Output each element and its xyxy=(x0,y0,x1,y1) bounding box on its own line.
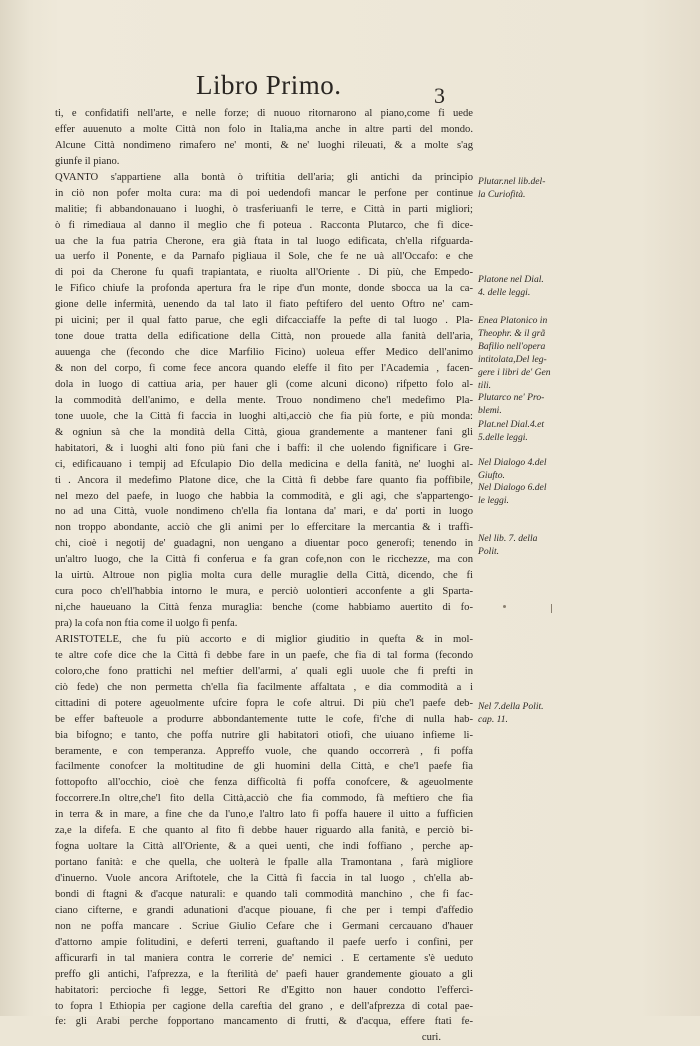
text-line: d'attorno ampie folitudini, e deferti terreni, guaftando il paefe uerfo i confini, per xyxy=(55,936,473,948)
text-line: facilmente conofcer la moltitudine de gli huomini della Città, e che'l paefe fia xyxy=(55,761,473,773)
marginal-note-line: intitolata,Del leg- xyxy=(478,354,547,365)
marginal-note xyxy=(478,175,588,201)
text-line: malitie; fi abbandonauano i luoghi, ò trasferiuanfi le terre, e Città in parti migliori; xyxy=(55,203,473,215)
text-line: ti, e confidatifi nell'arte, e nelle forze; di nuouo ritornarono al piano,come fi uede xyxy=(55,108,473,119)
page-number: 3 xyxy=(434,83,445,108)
paper-blemish xyxy=(503,605,506,608)
marginal-note-line: Theophr. & il grã xyxy=(478,328,546,339)
marginal-note-line: cap. 11. xyxy=(478,714,508,725)
text-line: habitatori, & i luoghi alti fono più fani che i baffi: il che uolendo fignificare i Gre- xyxy=(55,442,473,454)
text-line: ni,che haueuano la Città fenza muraglia: benche (come habbiamo auertito di fo- xyxy=(55,602,473,614)
marginal-note xyxy=(478,391,588,417)
text-line: Alcune Città nondimeno rimafero ne' monti, & ne' luoghi rileuati, & a molte s'ag xyxy=(55,139,473,151)
text-line: curi. xyxy=(421,1032,441,1044)
marginal-note-line: Polit. xyxy=(478,546,500,557)
text-line: ò fi rimediaua al danno il meglio che fi poteua . Racconta Plutarco, che fi dice- xyxy=(55,219,473,231)
text-line: no ad una Città, vuole nondimeno ch'ella fia lontana da' mari, e da' porti in luogo xyxy=(55,506,473,518)
marginal-note xyxy=(478,456,588,482)
marginal-note-line: Plutarco ne' Pro- xyxy=(478,392,545,403)
text-line: portano fanità: e che quella, che uolterà le fpalle alla Tramontana , farà migliore xyxy=(55,857,473,869)
text-line: chi, cioè i negotij de' guadagni, non uengano a diuentar poco generofi; tenendo in xyxy=(55,538,473,550)
text-line: coloro,che fono prattichi nel meftier dell'armi, a' quali egli uuole che fi prefti in xyxy=(55,665,473,677)
text-line: fe: gli Arabi perche fopportano mancamento di frutti, & d'acqua, effere ftati fe- xyxy=(55,1016,473,1028)
text-line: preffo gli antichi, l'afprezza, e la fterilità de' paefi hauer grandemente giouato a gli xyxy=(55,968,473,980)
text-line: un'altro luogo, che la Città fi conferua e fa gran cofe,non con le ricchezze, ma con xyxy=(55,554,473,566)
text-line: giunfe il piano. xyxy=(55,155,120,167)
marginal-note-line: Giufto. xyxy=(478,470,505,481)
text-line: non ne poffa mancare . Scriue Giulio Cefare che i Germani cercauano d'hauer xyxy=(55,920,473,932)
text-line: be effer bafteuole a produrre abbondantemente tutte le cofe, fi'che di nulla hab- xyxy=(55,713,473,725)
text-line: ciano cifterne, e grandi adunationi d'acque piouane, fi che per i tempi d'affedio xyxy=(55,904,473,916)
text-line: to fopra l Ethiopia per cagione della careftia del grano , e dell'afprezza di cotal pae- xyxy=(55,1000,473,1012)
marginal-note-line: Plat.nel Dial.4.et xyxy=(478,419,545,430)
text-line: foccorrere.In oltre,che'l fito della Città,acciò che fia commodo, fà meftiero che fia xyxy=(55,793,473,805)
marginal-note-line: Nel Dialogo 4.del xyxy=(478,457,547,468)
marginal-note-line: Nel Dialogo 6.del xyxy=(478,482,547,493)
marginal-note xyxy=(478,418,588,444)
marginal-note-line: 4. delle leggi. xyxy=(478,287,531,298)
text-line: auuenga che (fecondo che dice Marfilio Ficino) uoleua effer Medico dell'animo xyxy=(55,347,473,359)
marginal-note-line: Plutar.nel lib.del- xyxy=(478,176,546,187)
text-line: afficurarfi in tal maniera contra le correrie de' nemici . E certamente s'è ueduto xyxy=(55,952,473,964)
text-line: cittadini di potere ageuolmente ufcire fopra le cofe altrui. Di più che'l paefe deb- xyxy=(55,697,473,709)
text-line: ua che la fua patria Cherone, era già ftata in tal luogo edificata, ch'ella rifguarda- xyxy=(55,235,473,247)
marginal-note-line: la Curiofità. xyxy=(478,189,526,200)
text-line: ARISTOTELE, che fu più accorto e di miglior giuditio in quefta & in mol- xyxy=(55,633,473,645)
text-line: nel mezo del paefe, in luogo che habbia la commodità, e gli agi, che s'appartengo- xyxy=(55,490,473,502)
text-line: beramente, e con temperanza. Appreffo vuole, che quando occorrerà , fi poffa xyxy=(55,745,473,757)
text-line: non troppo abondante, acciò che gli animi per lo effercitare la mercantia & i traffi- xyxy=(55,522,473,534)
marginal-note xyxy=(478,481,588,507)
text-line: d'inuerno. Vuole ancora Ariftotele, che la Città fi faccia in tal luogo , ch'ella ab- xyxy=(55,873,473,884)
marginal-note xyxy=(478,314,588,392)
marginal-note-line: le leggi. xyxy=(478,495,509,506)
marginal-note-line: Enea Platonico in xyxy=(478,315,548,326)
text-line: fogna uoltare la Città all'Oriente, & a quei uenti, che indi foffiano , perche ap- xyxy=(55,841,473,853)
text-line: & non del corpo, fi come fece ancora quando eleffe il fito per l'Academia , facen- xyxy=(55,363,473,374)
text-line: bondi di ftagni & d'acque naturali: e quando tali commodità manchino , che fi fac- xyxy=(55,888,473,900)
marginal-note-line: gere i libri de' Gen xyxy=(478,367,551,378)
marginal-note-line: Nel 7.della Polit. xyxy=(478,701,544,712)
marginal-note-line: Platone nel Dial. xyxy=(478,274,544,285)
text-line: le Fifico chiufe la profonda apertura fra le ripe d'un monte, donde sbocca ua la ca- xyxy=(55,283,473,295)
marginal-note xyxy=(478,532,588,558)
marginal-note-line: tili. xyxy=(478,380,492,391)
text-line: te altre cofe dice che la Città fi debbe fare in un paefe, che fia di tal forma (fecondo xyxy=(55,649,473,661)
marginal-note-line: 5.delle leggi. xyxy=(478,432,528,443)
text-line: ua uerfo il Ponente, e da Parnafo pigliaua il Sole, che fe ne uà all'Occafo: e che xyxy=(55,251,473,263)
text-line: tone doue tratta della edificatione della Città, non prouede alla fanità dell'aria, xyxy=(55,331,473,343)
text-line: tone uuole, che la Città fi faccia in luoghi alti,acciò che fia più forte, e più monda: xyxy=(55,410,473,422)
text-line: cura poco ch'ell'habbia intorno le mura, e perciò uolontieri acconfente a gli Sparta- xyxy=(55,586,473,598)
text-line: in ciò non pofer molta cura: ma di poi uedendofi mancar le perfone per continue xyxy=(55,187,473,199)
marginal-note-line: Bafilio nell'opera xyxy=(478,341,546,352)
text-line: gione delle infermità, uenendo da tal lato il fiato peftifero del uento Oftro ne' cam- xyxy=(55,299,473,311)
text-line: la commodità dell'animo, e della mente. Trouo nondimeno che'l medefimo Pla- xyxy=(55,394,473,406)
running-header: Libro Primo. xyxy=(196,70,342,100)
text-line: ciò fede) che non permetta ch'ella fia facilmente affaltata , e dia commodità a i xyxy=(55,681,473,693)
text-line: di poi da Cherone fu quafi trapiantata, e riuolta all'Oriente . Di più, che Empedo- xyxy=(55,267,473,279)
text-line: & ogniun sà che la mondità della Città, gioua grandemente a mantener fani gli xyxy=(55,426,473,438)
paper-blemish xyxy=(551,604,552,613)
text-line: pra) la cofa non ftia come il uolgo fi penfa. xyxy=(55,618,238,629)
text-line: habitatori: percioche fi legge, Settori Re d'Egitto non hauer condotto l'effercì- xyxy=(55,984,473,996)
text-line: in terra & in mare, a fine che da l'uno,e l'altro lato fi poffa hauere il uitto a fufficien xyxy=(55,809,473,821)
marginal-note-line: Nel lib. 7. della xyxy=(478,533,538,544)
text-line: pi uicini; per il qual fatto parue, che egli difcacciaffe la pefte di tal luogo . Pla- xyxy=(55,315,473,327)
text-line: ci, edificauano i tempij ad Efculapio Dio della medicina e della fanità, ne' luoghi al- xyxy=(55,458,473,470)
text-line: bia bifogno; e tanto, che poffa nutrire gli habitatori otiofi, che uiuano infieme li- xyxy=(55,729,473,741)
text-line: ti . Ancora il medefimo Platone dice, che la Città fi debbe fare quanto fia poffibile, xyxy=(55,474,473,486)
marginal-note xyxy=(478,273,588,299)
text-line: QVANTO s'appartiene alla bontà ò triftitia dell'aria; gli antichi da principio xyxy=(55,171,473,183)
text-line: effer auuenuto a molte Città non folo in Italia,ma anche in altre parti del mondo. xyxy=(55,123,473,135)
text-line: la uirtù. Altroue non piglia molta cura delle muraglie della Città, dicendo, che fi xyxy=(55,570,473,582)
marginal-note xyxy=(478,700,588,726)
marginal-note-line: blemi. xyxy=(478,405,502,416)
text-line: dola in luogo di cattiua aria, per hauer gli (come alcuni dicono) rifpetto folo al- xyxy=(55,378,473,390)
text-line: za,e la difefa. E che quanto al fito fi debbe hauer riguardo alla fanità, e perciò bi- xyxy=(55,825,473,837)
main-text-column xyxy=(55,106,473,1046)
text-line: fottopofto all'occhio, cioè che fenza difficoltà fi poffa conofcere, & ageuolmente xyxy=(55,777,473,789)
